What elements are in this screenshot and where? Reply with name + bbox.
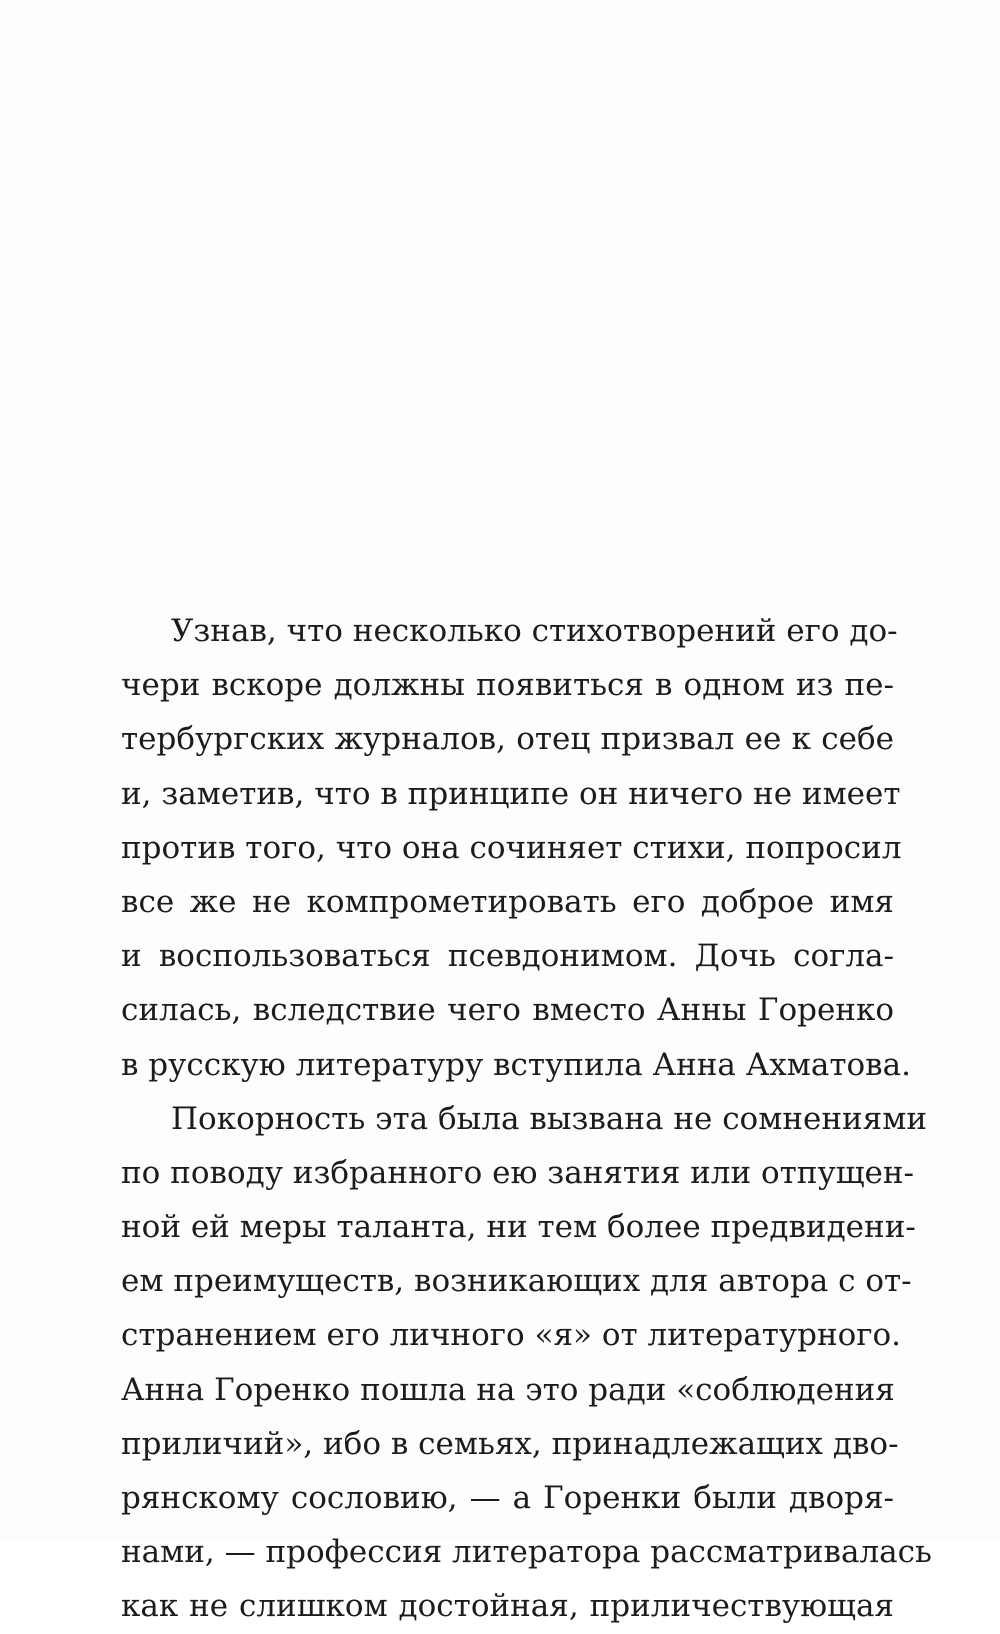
- text-line: и, заметив, что в принципе он ничего не имеет: [121, 775, 901, 812]
- text-line: все же не компрометировать его доброе имя: [121, 883, 894, 920]
- text-line: Анна Горенко пошла на это ради «соблюдения: [121, 1371, 895, 1408]
- text-line: Узнав, что несколько стихотворений его до-: [171, 613, 898, 649]
- body-text: [121, 604, 932, 1634]
- text-line: ем преимуществ, возникающих для автора с от-: [121, 1263, 912, 1300]
- text-line: чери вскоре должны появиться в одном из пе-: [121, 667, 894, 704]
- text-line: как не слишком достойная, приличествующая: [121, 1588, 894, 1625]
- text-line: рянскому сословию, — а Горенки были дворя-: [121, 1480, 894, 1516]
- paragraph-1: [121, 604, 911, 1092]
- text-line: тербургских журналов, отец призвал ее к себе: [121, 721, 894, 758]
- text-line: нами, — профессия литератора рассматривалась: [121, 1534, 932, 1571]
- text-line: и воспользоваться псевдонимом. Дочь согла-: [121, 938, 894, 975]
- text-line: против того, что она сочиняет стихи, попросил: [121, 829, 902, 866]
- paragraph-2: [121, 1092, 932, 1634]
- text-line: странением его личного «я» от литературного.: [121, 1317, 902, 1354]
- text-line: Покорность эта была вызвана не сомнениями: [171, 1100, 927, 1137]
- text-line: ной ей меры таланта, ни тем более предвидени-: [121, 1209, 916, 1246]
- text-line: силась, вследствие чего вместо Анны Горенко: [121, 992, 894, 1029]
- text-line: в русскую литературу вступила Анна Ахматова.: [121, 1046, 911, 1083]
- text-line: приличий», ибо в семьях, принадлежащих дво-: [121, 1425, 899, 1462]
- text-line: по поводу избранного ею занятия или отпущен-: [121, 1154, 915, 1191]
